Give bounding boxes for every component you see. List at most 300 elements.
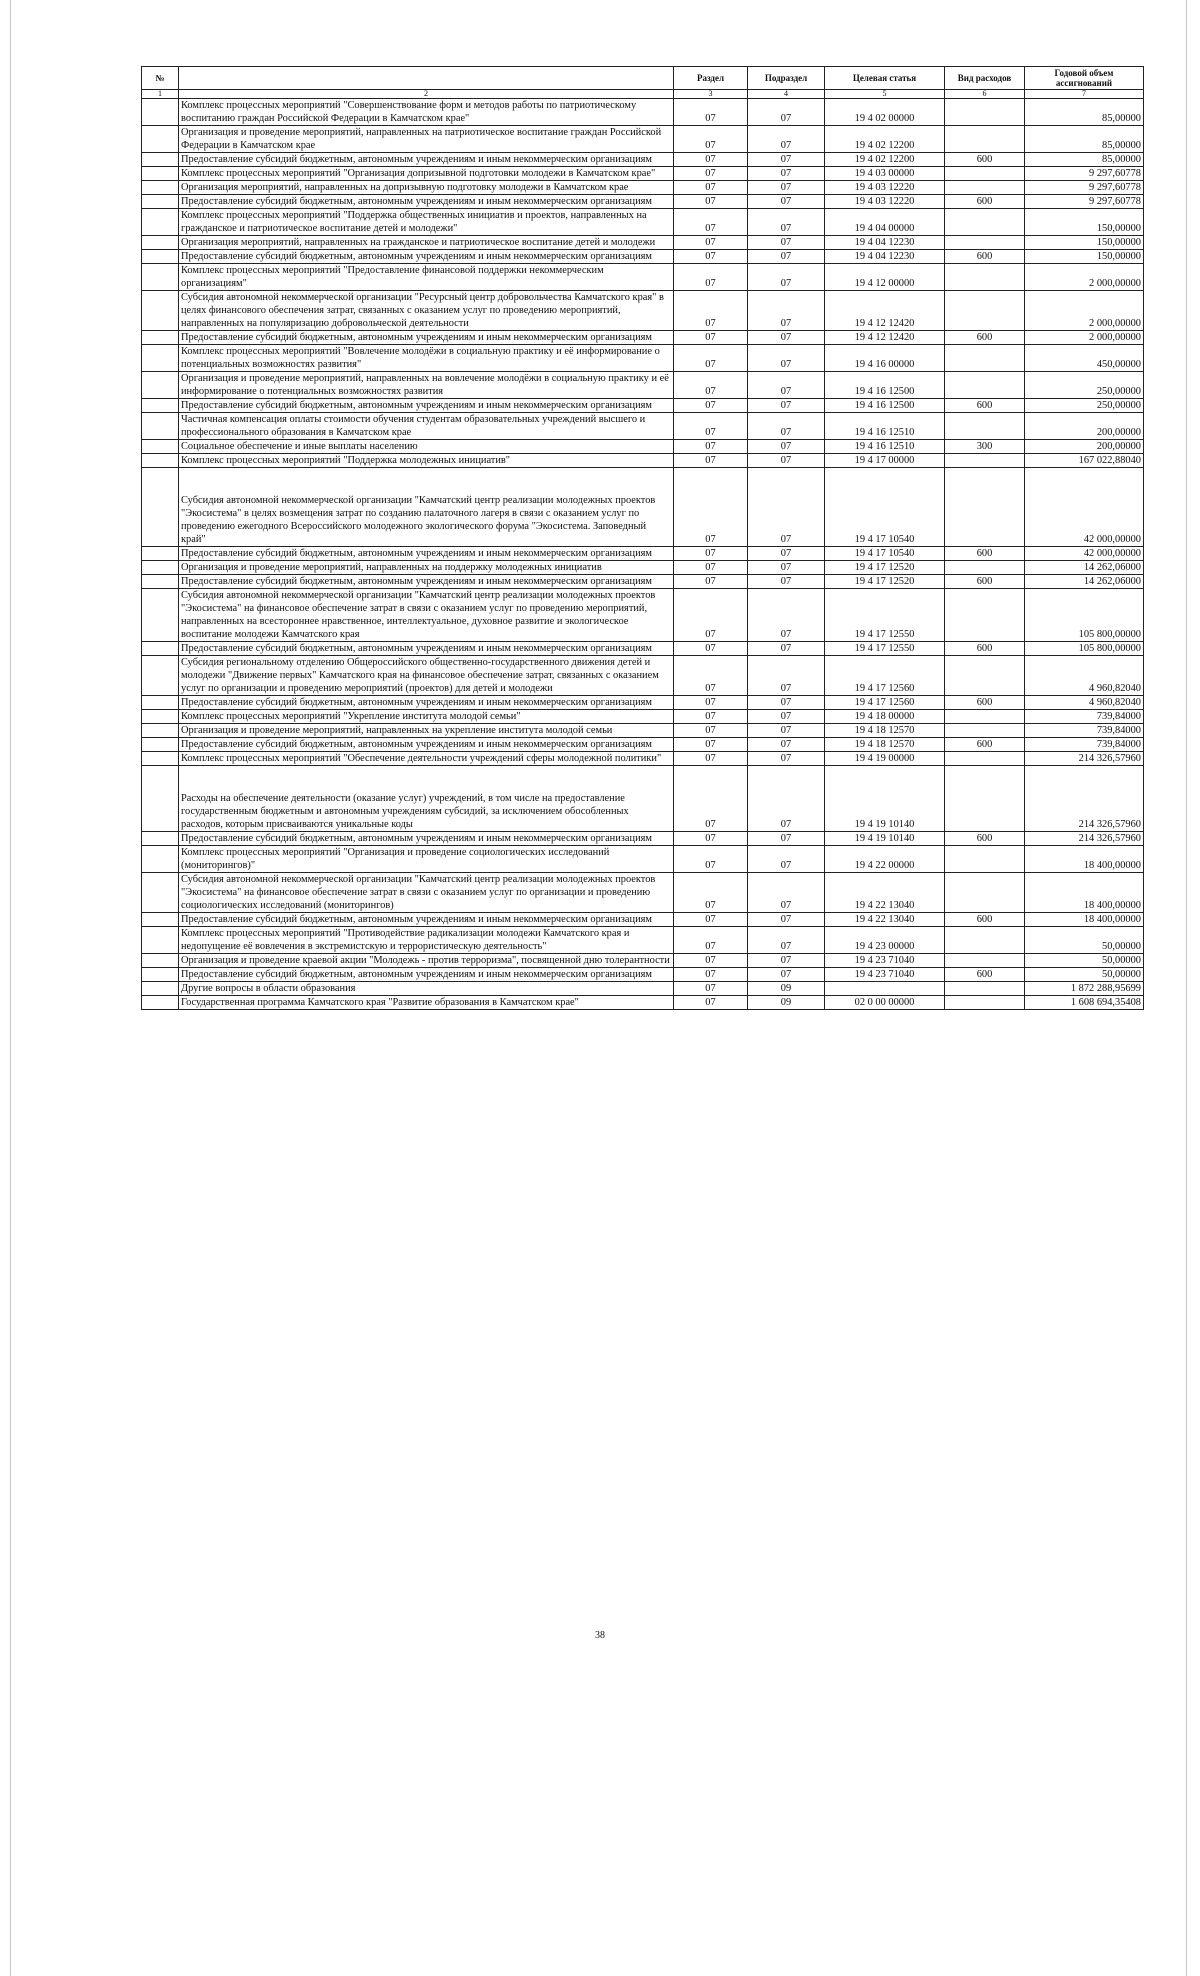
row-number-cell: [142, 968, 179, 982]
row-target-cell: 19 4 16 12510: [825, 413, 945, 440]
row-name-cell: Комплекс процессных мероприятий "Организация и проведение социологических исследований (мониторингов)": [179, 846, 674, 873]
row-name-cell: Организация и проведение мероприятий, направленных на вовлечение молодёжи в социальную практику и её информирование о потенциальных возможностях развития: [179, 372, 674, 399]
row-podrazdel-cell: 07: [748, 873, 825, 913]
row-target-cell: 19 4 03 12220: [825, 195, 945, 209]
row-name-cell: Социальное обеспечение и иные выплаты населению: [179, 440, 674, 454]
row-type-cell: [945, 846, 1025, 873]
table-row: [142, 575, 1144, 589]
row-amount-cell: 9 297,60778: [1025, 195, 1144, 209]
table-row: [142, 832, 1144, 846]
row-name-cell: Предоставление субсидий бюджетным, автономным учреждениям и иным некоммерческим организациям: [179, 153, 674, 167]
row-podrazdel-cell: 07: [748, 968, 825, 982]
row-target-cell: 19 4 16 12500: [825, 399, 945, 413]
table-row: [142, 642, 1144, 656]
table-row: [142, 752, 1144, 766]
row-number-cell: [142, 656, 179, 696]
row-number-cell: [142, 954, 179, 968]
col-amount-header: Годовой объем ассигнований: [1025, 67, 1144, 90]
table-row: [142, 181, 1144, 195]
row-type-cell: 600: [945, 250, 1025, 264]
row-podrazdel-cell: 07: [748, 167, 825, 181]
table-row: [142, 291, 1144, 331]
row-target-cell: 19 4 17 12520: [825, 575, 945, 589]
row-type-cell: [945, 454, 1025, 468]
row-name-cell: Организация и проведение мероприятий, направленных на поддержку молодежных инициатив: [179, 561, 674, 575]
row-name-cell: Организация и проведение мероприятий, направленных на укрепление института молодой семьи: [179, 724, 674, 738]
row-razdel-cell: 07: [674, 331, 748, 345]
row-amount-cell: 1 872 288,95699: [1025, 982, 1144, 996]
row-amount-cell: 50,00000: [1025, 968, 1144, 982]
row-podrazdel-cell: 07: [748, 696, 825, 710]
row-number-cell: [142, 575, 179, 589]
row-number-cell: [142, 913, 179, 927]
row-amount-cell: 50,00000: [1025, 927, 1144, 954]
row-podrazdel-cell: 07: [748, 752, 825, 766]
row-amount-cell: 14 262,06000: [1025, 575, 1144, 589]
row-razdel-cell: 07: [674, 575, 748, 589]
row-number-cell: [142, 846, 179, 873]
row-target-cell: 19 4 23 71040: [825, 968, 945, 982]
row-podrazdel-cell: 07: [748, 656, 825, 696]
row-name-cell: Другие вопросы в области образования: [179, 982, 674, 996]
document-page: [141, 66, 1143, 1010]
row-type-cell: 300: [945, 440, 1025, 454]
row-number-cell: [142, 291, 179, 331]
row-amount-cell: 105 800,00000: [1025, 642, 1144, 656]
table-row: [142, 440, 1144, 454]
row-razdel-cell: 07: [674, 954, 748, 968]
row-type-cell: [945, 291, 1025, 331]
row-razdel-cell: 07: [674, 167, 748, 181]
row-type-cell: [945, 468, 1025, 547]
row-type-cell: [945, 167, 1025, 181]
row-amount-cell: 105 800,00000: [1025, 589, 1144, 642]
row-number-cell: [142, 250, 179, 264]
row-razdel-cell: 07: [674, 656, 748, 696]
table-row: [142, 454, 1144, 468]
row-podrazdel-cell: 07: [748, 99, 825, 126]
row-target-cell: 19 4 04 00000: [825, 209, 945, 236]
row-razdel-cell: 07: [674, 413, 748, 440]
row-razdel-cell: 07: [674, 291, 748, 331]
row-target-cell: 19 4 16 00000: [825, 345, 945, 372]
row-target-cell: 19 4 22 13040: [825, 873, 945, 913]
row-razdel-cell: 07: [674, 927, 748, 954]
row-type-cell: [945, 724, 1025, 738]
row-name-cell: Комплекс процессных мероприятий "Вовлечение молодёжи в социальную практику и её информирование о потенциальных возможностях развития": [179, 345, 674, 372]
page-edge-left: [10, 0, 11, 1976]
row-amount-cell: 167 022,88040: [1025, 454, 1144, 468]
row-amount-cell: 214 326,57960: [1025, 832, 1144, 846]
row-type-cell: 600: [945, 547, 1025, 561]
row-name-cell: Частичная компенсация оплаты стоимости обучения студентам образовательных учреждений высшего и профессионального образования в Камчатском крае: [179, 413, 674, 440]
row-amount-cell: 2 000,00000: [1025, 264, 1144, 291]
row-number-cell: [142, 589, 179, 642]
page-number: 38: [595, 1630, 605, 1641]
row-razdel-cell: 07: [674, 642, 748, 656]
table-row: [142, 413, 1144, 440]
row-podrazdel-cell: 07: [748, 181, 825, 195]
row-amount-cell: 739,84000: [1025, 738, 1144, 752]
row-name-cell: Предоставление субсидий бюджетным, автономным учреждениям и иным некоммерческим организациям: [179, 250, 674, 264]
row-name-cell: Предоставление субсидий бюджетным, автономным учреждениям и иным некоммерческим организациям: [179, 331, 674, 345]
row-target-cell: [825, 982, 945, 996]
row-amount-cell: 214 326,57960: [1025, 766, 1144, 832]
col-number-header: №: [142, 67, 179, 90]
row-target-cell: 19 4 23 71040: [825, 954, 945, 968]
row-razdel-cell: 07: [674, 99, 748, 126]
row-podrazdel-cell: 07: [748, 913, 825, 927]
row-podrazdel-cell: 07: [748, 846, 825, 873]
row-podrazdel-cell: 07: [748, 468, 825, 547]
row-name-cell: Субсидия региональному отделению Общероссийского общественно-государственного движения детей и молодежи "Движение первых" Камчатского края на финансовое обеспечение затрат, связанных с оказанием услуг по организации и проведению мероприятий (проектов) для детей и молодежи: [179, 656, 674, 696]
row-amount-cell: 18 400,00000: [1025, 873, 1144, 913]
row-razdel-cell: 07: [674, 547, 748, 561]
row-target-cell: 19 4 18 12570: [825, 724, 945, 738]
table-row: [142, 724, 1144, 738]
row-name-cell: Комплекс процессных мероприятий "Противодействие радикализации молодежи Камчатского края и недопущение её вовлечения в экстремистскую и террористическую деятельность": [179, 927, 674, 954]
row-type-cell: [945, 413, 1025, 440]
row-target-cell: 19 4 22 13040: [825, 913, 945, 927]
row-type-cell: [945, 982, 1025, 996]
row-target-cell: 19 4 17 10540: [825, 468, 945, 547]
table-row: [142, 209, 1144, 236]
row-amount-cell: 14 262,06000: [1025, 561, 1144, 575]
row-type-cell: [945, 927, 1025, 954]
table-row: [142, 99, 1144, 126]
row-type-cell: [945, 766, 1025, 832]
row-amount-cell: 2 000,00000: [1025, 331, 1144, 345]
row-type-cell: 600: [945, 738, 1025, 752]
row-target-cell: 19 4 02 12200: [825, 153, 945, 167]
table-row: [142, 264, 1144, 291]
row-number-cell: [142, 561, 179, 575]
row-name-cell: Предоставление субсидий бюджетным, автономным учреждениям и иным некоммерческим организациям: [179, 832, 674, 846]
table-row: [142, 167, 1144, 181]
row-razdel-cell: 07: [674, 153, 748, 167]
row-target-cell: 19 4 12 12420: [825, 291, 945, 331]
row-amount-cell: 85,00000: [1025, 99, 1144, 126]
row-target-cell: 19 4 04 12230: [825, 236, 945, 250]
row-amount-cell: 42 000,00000: [1025, 468, 1144, 547]
row-razdel-cell: 07: [674, 913, 748, 927]
row-number-cell: [142, 126, 179, 153]
row-type-cell: [945, 236, 1025, 250]
table-row: [142, 968, 1144, 982]
row-number-cell: [142, 832, 179, 846]
row-razdel-cell: 07: [674, 561, 748, 575]
row-number-cell: [142, 547, 179, 561]
row-podrazdel-cell: 07: [748, 440, 825, 454]
row-type-cell: [945, 372, 1025, 399]
row-type-cell: [945, 561, 1025, 575]
row-type-cell: 600: [945, 832, 1025, 846]
row-podrazdel-cell: 07: [748, 954, 825, 968]
row-razdel-cell: 07: [674, 250, 748, 264]
row-podrazdel-cell: 07: [748, 399, 825, 413]
row-podrazdel-cell: 09: [748, 996, 825, 1010]
budget-table: [141, 66, 1144, 1010]
row-podrazdel-cell: 07: [748, 126, 825, 153]
row-type-cell: [945, 99, 1025, 126]
row-razdel-cell: 07: [674, 372, 748, 399]
table-row: [142, 656, 1144, 696]
row-podrazdel-cell: 07: [748, 153, 825, 167]
row-target-cell: 19 4 22 00000: [825, 846, 945, 873]
row-target-cell: 19 4 17 12560: [825, 656, 945, 696]
row-name-cell: Комплекс процессных мероприятий "Поддержка общественных инициатив и проектов, направленных на гражданское и патриотическое воспитание детей и молодежи": [179, 209, 674, 236]
table-row: [142, 738, 1144, 752]
row-razdel-cell: 07: [674, 752, 748, 766]
row-type-cell: 600: [945, 195, 1025, 209]
row-type-cell: 600: [945, 968, 1025, 982]
row-razdel-cell: 07: [674, 195, 748, 209]
row-amount-cell: 50,00000: [1025, 954, 1144, 968]
row-podrazdel-cell: 07: [748, 195, 825, 209]
row-razdel-cell: 07: [674, 968, 748, 982]
row-podrazdel-cell: 07: [748, 331, 825, 345]
row-amount-cell: 150,00000: [1025, 250, 1144, 264]
row-type-cell: 600: [945, 696, 1025, 710]
row-type-cell: [945, 710, 1025, 724]
row-name-cell: Комплекс процессных мероприятий "Совершенствование форм и методов работы по патриотическому воспитанию граждан Российской Федерации в Камчатском крае": [179, 99, 674, 126]
column-number: 4: [748, 90, 825, 99]
row-number-cell: [142, 195, 179, 209]
row-type-cell: [945, 209, 1025, 236]
table-row: [142, 696, 1144, 710]
table-row: [142, 927, 1144, 954]
row-razdel-cell: 07: [674, 846, 748, 873]
row-amount-cell: 2 000,00000: [1025, 291, 1144, 331]
row-target-cell: 19 4 17 00000: [825, 454, 945, 468]
row-amount-cell: 4 960,82040: [1025, 656, 1144, 696]
row-podrazdel-cell: 07: [748, 345, 825, 372]
table-row: [142, 954, 1144, 968]
row-amount-cell: 200,00000: [1025, 440, 1144, 454]
row-name-cell: Предоставление субсидий бюджетным, автономным учреждениям и иным некоммерческим организациям: [179, 968, 674, 982]
row-podrazdel-cell: 07: [748, 724, 825, 738]
row-type-cell: [945, 656, 1025, 696]
row-name-cell: Предоставление субсидий бюджетным, автономным учреждениям и иным некоммерческим организациям: [179, 696, 674, 710]
row-target-cell: 19 4 17 12520: [825, 561, 945, 575]
row-number-cell: [142, 264, 179, 291]
column-number: 5: [825, 90, 945, 99]
row-podrazdel-cell: 07: [748, 250, 825, 264]
row-amount-cell: 85,00000: [1025, 126, 1144, 153]
row-number-cell: [142, 724, 179, 738]
row-type-cell: [945, 345, 1025, 372]
table-row: [142, 913, 1144, 927]
row-type-cell: [945, 181, 1025, 195]
row-name-cell: Расходы на обеспечение деятельности (оказание услуг) учреждений, в том числе на предоставление государственным бюджетным и автономным учреждениям субсидий, за исключением обособленных расходов, которым присваиваются уникальные коды: [179, 766, 674, 832]
row-type-cell: 600: [945, 913, 1025, 927]
row-amount-cell: 250,00000: [1025, 372, 1144, 399]
table-row: [142, 561, 1144, 575]
table-row: [142, 126, 1144, 153]
row-podrazdel-cell: 07: [748, 264, 825, 291]
column-number: 1: [142, 90, 179, 99]
row-target-cell: 19 4 03 00000: [825, 167, 945, 181]
table-row: [142, 250, 1144, 264]
row-name-cell: Комплекс процессных мероприятий "Укрепление института молодой семьи": [179, 710, 674, 724]
row-razdel-cell: 07: [674, 454, 748, 468]
row-name-cell: Комплекс процессных мероприятий "Поддержка молодежных инициатив": [179, 454, 674, 468]
col-name-header: [179, 67, 674, 90]
table-row: [142, 873, 1144, 913]
row-amount-cell: 9 297,60778: [1025, 167, 1144, 181]
row-number-cell: [142, 153, 179, 167]
row-target-cell: 19 4 02 00000: [825, 99, 945, 126]
row-target-cell: 19 4 18 12570: [825, 738, 945, 752]
row-number-cell: [142, 209, 179, 236]
row-type-cell: [945, 873, 1025, 913]
row-number-cell: [142, 454, 179, 468]
row-target-cell: 19 4 17 12550: [825, 642, 945, 656]
row-number-cell: [142, 372, 179, 399]
row-target-cell: 19 4 17 12560: [825, 696, 945, 710]
row-podrazdel-cell: 07: [748, 927, 825, 954]
table-row: [142, 846, 1144, 873]
table-row: [142, 399, 1144, 413]
row-razdel-cell: 07: [674, 181, 748, 195]
row-name-cell: Комплекс процессных мероприятий "Организация допризывной подготовки молодежи в Камчатском крае": [179, 167, 674, 181]
row-number-cell: [142, 167, 179, 181]
table-row: [142, 153, 1144, 167]
row-name-cell: Государственная программа Камчатского края "Развитие образования в Камчатском крае": [179, 996, 674, 1010]
row-podrazdel-cell: 07: [748, 291, 825, 331]
table-row: [142, 468, 1144, 547]
row-number-cell: [142, 752, 179, 766]
row-target-cell: 19 4 16 12500: [825, 372, 945, 399]
row-number-cell: [142, 331, 179, 345]
row-amount-cell: 150,00000: [1025, 236, 1144, 250]
row-podrazdel-cell: 07: [748, 766, 825, 832]
row-razdel-cell: 07: [674, 468, 748, 547]
row-podrazdel-cell: 07: [748, 547, 825, 561]
table-body: [142, 99, 1144, 1010]
column-numbers-row: [142, 90, 1144, 99]
row-number-cell: [142, 642, 179, 656]
row-target-cell: 19 4 12 00000: [825, 264, 945, 291]
row-number-cell: [142, 996, 179, 1010]
row-amount-cell: 18 400,00000: [1025, 913, 1144, 927]
row-razdel-cell: 07: [674, 209, 748, 236]
row-number-cell: [142, 99, 179, 126]
column-number: 2: [179, 90, 674, 99]
page-edge-right: [1186, 0, 1187, 1976]
row-razdel-cell: 07: [674, 399, 748, 413]
row-type-cell: 600: [945, 153, 1025, 167]
row-target-cell: 19 4 19 10140: [825, 832, 945, 846]
row-type-cell: [945, 126, 1025, 153]
row-podrazdel-cell: 07: [748, 738, 825, 752]
col-podrazdel-header: Подраздел: [748, 67, 825, 90]
row-number-cell: [142, 413, 179, 440]
col-target-header: Целевая статья: [825, 67, 945, 90]
row-razdel-cell: 07: [674, 696, 748, 710]
row-type-cell: 600: [945, 399, 1025, 413]
row-podrazdel-cell: 07: [748, 454, 825, 468]
row-amount-cell: 18 400,00000: [1025, 846, 1144, 873]
row-razdel-cell: 07: [674, 589, 748, 642]
row-type-cell: [945, 954, 1025, 968]
row-target-cell: 19 4 04 12230: [825, 250, 945, 264]
column-number: 3: [674, 90, 748, 99]
row-name-cell: Предоставление субсидий бюджетным, автономным учреждениям и иным некоммерческим организациям: [179, 642, 674, 656]
col-razdel-header: Раздел: [674, 67, 748, 90]
row-podrazdel-cell: 07: [748, 710, 825, 724]
row-amount-cell: 739,84000: [1025, 710, 1144, 724]
row-target-cell: 19 4 16 12510: [825, 440, 945, 454]
row-razdel-cell: 07: [674, 738, 748, 752]
row-type-cell: [945, 752, 1025, 766]
row-razdel-cell: 07: [674, 832, 748, 846]
row-number-cell: [142, 399, 179, 413]
row-amount-cell: 85,00000: [1025, 153, 1144, 167]
table-row: [142, 589, 1144, 642]
row-amount-cell: 1 608 694,35408: [1025, 996, 1144, 1010]
column-number: 7: [1025, 90, 1144, 99]
table-row: [142, 195, 1144, 209]
row-podrazdel-cell: 09: [748, 982, 825, 996]
row-name-cell: Предоставление субсидий бюджетным, автономным учреждениям и иным некоммерческим организациям: [179, 547, 674, 561]
table-row: [142, 710, 1144, 724]
row-amount-cell: 250,00000: [1025, 399, 1144, 413]
row-number-cell: [142, 440, 179, 454]
row-razdel-cell: 07: [674, 982, 748, 996]
row-name-cell: Субсидия автономной некоммерческой организации "Ресурсный центр добровольчества Камчатского края" в целях финансового обеспечения затрат, связанных с оказанием услуг по проведению мероприятий, направленных на популяризацию добровольческой деятельности: [179, 291, 674, 331]
row-podrazdel-cell: 07: [748, 832, 825, 846]
table-row: [142, 236, 1144, 250]
row-name-cell: Предоставление субсидий бюджетным, автономным учреждениям и иным некоммерческим организациям: [179, 195, 674, 209]
row-razdel-cell: 07: [674, 236, 748, 250]
row-podrazdel-cell: 07: [748, 372, 825, 399]
row-podrazdel-cell: 07: [748, 589, 825, 642]
row-type-cell: [945, 996, 1025, 1010]
row-amount-cell: 450,00000: [1025, 345, 1144, 372]
row-amount-cell: 200,00000: [1025, 413, 1144, 440]
row-number-cell: [142, 766, 179, 832]
row-razdel-cell: 07: [674, 724, 748, 738]
row-type-cell: 600: [945, 575, 1025, 589]
row-amount-cell: 9 297,60778: [1025, 181, 1144, 195]
row-target-cell: 19 4 02 12200: [825, 126, 945, 153]
row-target-cell: 19 4 03 12220: [825, 181, 945, 195]
row-podrazdel-cell: 07: [748, 209, 825, 236]
row-number-cell: [142, 927, 179, 954]
row-number-cell: [142, 181, 179, 195]
row-name-cell: Организация и проведение мероприятий, направленных на патриотическое воспитание граждан Российской Федерации в Камчатском крае: [179, 126, 674, 153]
row-amount-cell: 150,00000: [1025, 209, 1144, 236]
row-type-cell: [945, 589, 1025, 642]
row-number-cell: [142, 873, 179, 913]
row-name-cell: Организация мероприятий, направленных на гражданское и патриотическое воспитание детей и молодежи: [179, 236, 674, 250]
row-amount-cell: 214 326,57960: [1025, 752, 1144, 766]
row-razdel-cell: 07: [674, 440, 748, 454]
row-amount-cell: 42 000,00000: [1025, 547, 1144, 561]
col-type-header: Вид расходов: [945, 67, 1025, 90]
row-target-cell: 19 4 19 10140: [825, 766, 945, 832]
row-razdel-cell: 07: [674, 996, 748, 1010]
row-target-cell: 19 4 17 10540: [825, 547, 945, 561]
table-header: [142, 67, 1144, 99]
row-podrazdel-cell: 07: [748, 561, 825, 575]
row-target-cell: 19 4 18 00000: [825, 710, 945, 724]
row-razdel-cell: 07: [674, 766, 748, 832]
row-name-cell: Предоставление субсидий бюджетным, автономным учреждениям и иным некоммерческим организациям: [179, 575, 674, 589]
row-number-cell: [142, 982, 179, 996]
row-podrazdel-cell: 07: [748, 413, 825, 440]
